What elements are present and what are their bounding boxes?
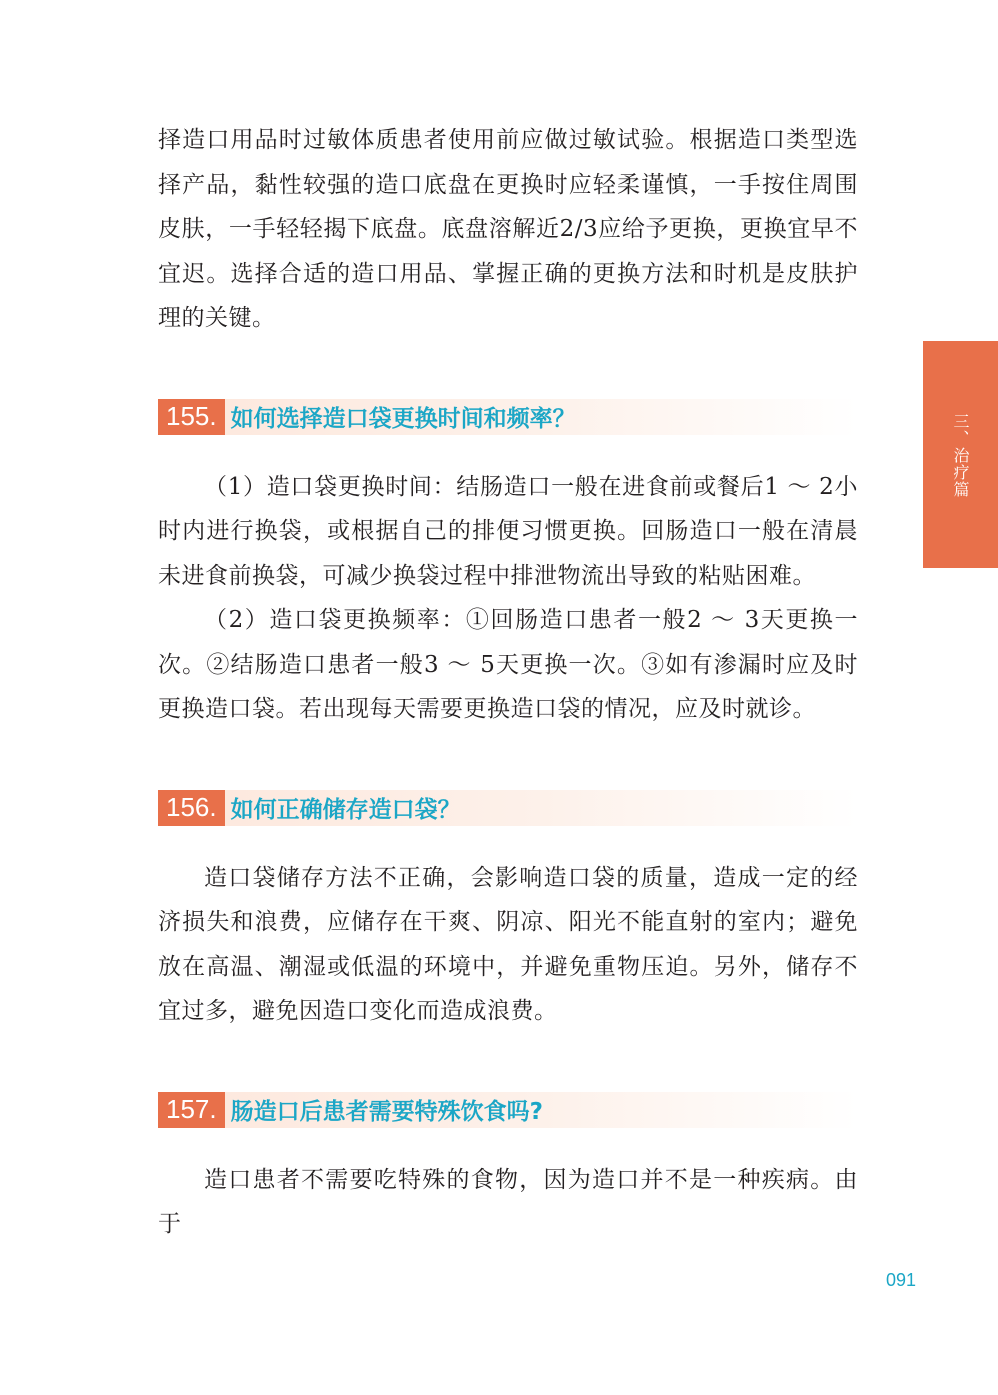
section-title: 如何选择造口袋更换时间和频率？ xyxy=(230,406,576,432)
chapter-tab-label: 三、治疗篇 xyxy=(951,413,970,498)
section-heading-155 xyxy=(158,399,858,435)
section-number: 156. xyxy=(158,790,225,826)
section-title: 如何正确储存造口袋？ xyxy=(230,797,461,823)
body-paragraph: 造口患者不需要吃特殊的食物，因为造口并不是一种疾病。由于 xyxy=(158,1166,858,1237)
section-title: 肠造口后患者需要特殊饮食吗? xyxy=(230,1099,543,1125)
section-heading-157 xyxy=(158,1092,858,1128)
page-number: 091 xyxy=(886,1270,917,1290)
body-paragraph: （2）造口袋更换频率：①回肠造口患者一般2 ～ 3天更换一次。②结肠造口患者一般3 ～ 5天更换一次。③如有渗漏时应及时更换造口袋。若出现每天需要更换造口袋的情况，应及时就诊。 xyxy=(158,607,858,722)
body-paragraph: （1）造口袋更换时间：结肠造口一般在进食前或餐后1 ～ 2小时内进行换袋，或根据自己的排便习惯更换。回肠造口一般在清晨未进食前换袋，可减少换袋过程中排泄物流出导致的粘贴困难。 xyxy=(158,473,858,589)
section-heading-156 xyxy=(158,790,858,826)
section-number: 155. xyxy=(158,399,225,435)
intro-paragraph: 择造口用品时过敏体质患者使用前应做过敏试验。根据造口类型选择产品，黏性较强的造口底盘在更换时应轻柔谨慎，一手按住周围皮肤，一手轻轻揭下底盘。底盘溶解近2/3应给予更换，更换宜早不宜迟。选择合适的造口用品、掌握正确的更换方法和时机是皮肤护理的关键。 xyxy=(158,127,858,331)
chapter-side-tab xyxy=(923,341,998,568)
page-content xyxy=(158,118,858,1247)
body-paragraph: 造口袋储存方法不正确，会影响造口袋的质量，造成一定的经济损失和浪费，应储存在干爽、阴凉、阳光不能直射的室内；避免放在高温、潮湿或低温的环境中，并避免重物压迫。另外，储存不宜过多，避免因造口变化而造成浪费。 xyxy=(158,864,858,1024)
section-number: 157. xyxy=(158,1092,225,1128)
